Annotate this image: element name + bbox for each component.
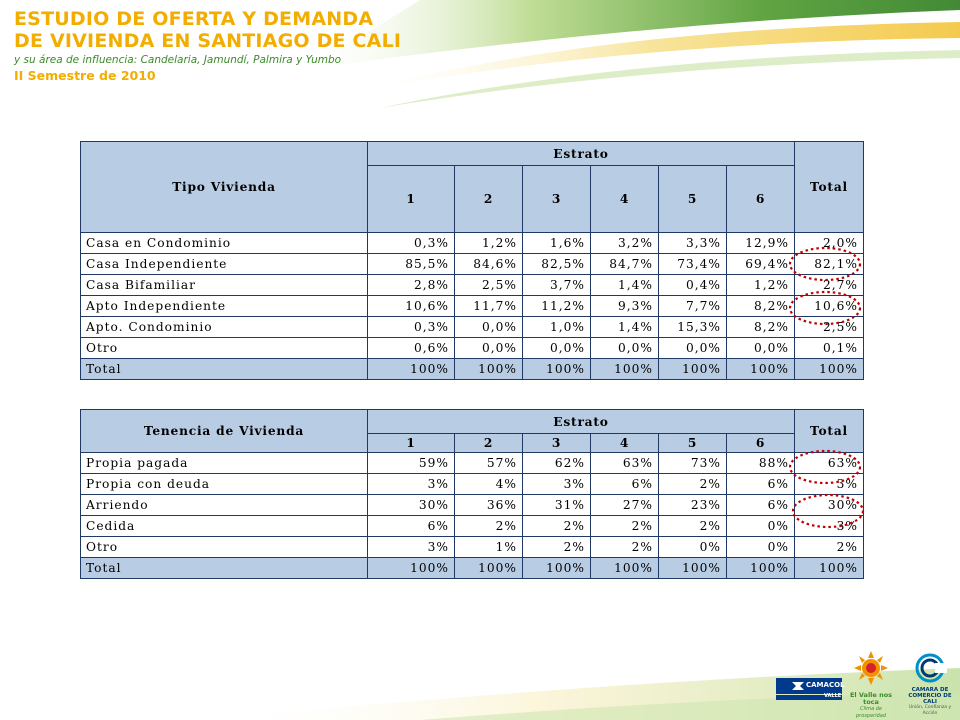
total-cell: 100% bbox=[795, 558, 864, 579]
highlight-circle-propia-pagada bbox=[790, 451, 860, 483]
camacol-sub: VALLE bbox=[824, 693, 842, 699]
cell: 59% bbox=[368, 453, 455, 474]
row-label: Total bbox=[81, 359, 368, 380]
cell: 73% bbox=[659, 453, 727, 474]
group-header-estrato: Estrato bbox=[368, 142, 795, 166]
cell: 11,7% bbox=[455, 296, 523, 317]
cell: 2,5% bbox=[455, 275, 523, 296]
row-label: Otro bbox=[81, 338, 368, 359]
valle-nos-toca-logo bbox=[846, 650, 896, 719]
cell: 0,6% bbox=[368, 338, 455, 359]
cell: 2% bbox=[523, 516, 591, 537]
cell: 6% bbox=[368, 516, 455, 537]
column-header: 2 bbox=[455, 166, 523, 233]
cell: 57% bbox=[455, 453, 523, 474]
column-header: 3 bbox=[523, 434, 591, 453]
cell: 36% bbox=[455, 495, 523, 516]
row-label: Casa en Condominio bbox=[81, 233, 368, 254]
cell: 100% bbox=[591, 359, 659, 380]
total-cell: 63% bbox=[795, 453, 864, 474]
cell: 3% bbox=[523, 474, 591, 495]
cell: 2% bbox=[455, 516, 523, 537]
cell: 3,3% bbox=[659, 233, 727, 254]
cell: 2% bbox=[523, 537, 591, 558]
column-header: 2 bbox=[455, 434, 523, 453]
camacol-text: CAMACOL bbox=[806, 681, 845, 689]
row-label: Propia con deuda bbox=[81, 474, 368, 495]
cell: 6% bbox=[727, 474, 795, 495]
cell: 84,7% bbox=[591, 254, 659, 275]
cell: 1,4% bbox=[591, 317, 659, 338]
cell: 100% bbox=[455, 558, 523, 579]
total-cell: 2,0% bbox=[795, 233, 864, 254]
cell: 63% bbox=[591, 453, 659, 474]
cell: 4% bbox=[455, 474, 523, 495]
cell: 3% bbox=[368, 537, 455, 558]
column-header: 5 bbox=[659, 434, 727, 453]
cell: 1,2% bbox=[455, 233, 523, 254]
row-label: Apto Independiente bbox=[81, 296, 368, 317]
column-header: 4 bbox=[591, 434, 659, 453]
cell: 23% bbox=[659, 495, 727, 516]
cell: 2% bbox=[659, 516, 727, 537]
cell: 0,0% bbox=[455, 338, 523, 359]
highlight-circle-arriendo bbox=[793, 495, 863, 527]
cell: 100% bbox=[523, 359, 591, 380]
highlight-circle-apto-independiente bbox=[790, 292, 860, 324]
cell: 62% bbox=[523, 453, 591, 474]
cell: 100% bbox=[591, 558, 659, 579]
cell: 2% bbox=[659, 474, 727, 495]
cell: 31% bbox=[523, 495, 591, 516]
sun-icon bbox=[851, 650, 891, 688]
cell: 100% bbox=[659, 359, 727, 380]
cell: 1,6% bbox=[523, 233, 591, 254]
cell: 85,5% bbox=[368, 254, 455, 275]
report-title-line2: DE VIVIENDA EN SANTIAGO DE CALI bbox=[14, 30, 402, 52]
cell: 82,5% bbox=[523, 254, 591, 275]
cell: 15,3% bbox=[659, 317, 727, 338]
column-header: 5 bbox=[659, 166, 727, 233]
cell: 0,0% bbox=[455, 317, 523, 338]
cell: 6% bbox=[727, 495, 795, 516]
cell: 1,2% bbox=[727, 275, 795, 296]
total-cell: 2,5% bbox=[795, 317, 864, 338]
cell: 100% bbox=[368, 558, 455, 579]
cell: 0% bbox=[727, 516, 795, 537]
camara-comercio-logo bbox=[905, 653, 955, 715]
cell: 1,4% bbox=[591, 275, 659, 296]
report-title-line1: ESTUDIO DE OFERTA Y DEMANDA bbox=[14, 8, 374, 30]
row-label: Apto. Condominio bbox=[81, 317, 368, 338]
column-header: 4 bbox=[591, 166, 659, 233]
cell: 0,3% bbox=[368, 233, 455, 254]
row-label: Cedida bbox=[81, 516, 368, 537]
cell: 0% bbox=[659, 537, 727, 558]
cell: 1% bbox=[455, 537, 523, 558]
cell: 88% bbox=[727, 453, 795, 474]
column-header: 3 bbox=[523, 166, 591, 233]
row-label: Casa Bifamiliar bbox=[81, 275, 368, 296]
total-cell: 0,1% bbox=[795, 338, 864, 359]
cell: 100% bbox=[368, 359, 455, 380]
cell: 0,0% bbox=[591, 338, 659, 359]
total-cell: 2% bbox=[795, 537, 864, 558]
cell: 0,0% bbox=[727, 338, 795, 359]
cell: 27% bbox=[591, 495, 659, 516]
row-label: Arriendo bbox=[81, 495, 368, 516]
cell: 2% bbox=[591, 537, 659, 558]
column-header: 6 bbox=[727, 166, 795, 233]
cell: 0,0% bbox=[523, 338, 591, 359]
cell: 12,9% bbox=[727, 233, 795, 254]
cell: 2% bbox=[591, 516, 659, 537]
cell: 100% bbox=[727, 359, 795, 380]
row-label: Propia pagada bbox=[81, 453, 368, 474]
row-header: Tenencia de Vivienda bbox=[81, 410, 368, 453]
cell: 9,3% bbox=[591, 296, 659, 317]
column-header: 1 bbox=[368, 434, 455, 453]
valle-logo-text: El Valle nos toca bbox=[849, 691, 893, 706]
cell: 69,4% bbox=[727, 254, 795, 275]
row-label: Casa Independiente bbox=[81, 254, 368, 275]
total-header: Total bbox=[795, 142, 864, 233]
camara-logo-tagline: Unión, Confianza y Acción bbox=[908, 705, 952, 716]
camara-logo-icon bbox=[913, 653, 947, 683]
column-header: 1 bbox=[368, 166, 455, 233]
row-label: Total bbox=[81, 558, 368, 579]
cell: 100% bbox=[727, 558, 795, 579]
cell: 7,7% bbox=[659, 296, 727, 317]
camacol-logo bbox=[776, 678, 845, 700]
cell: 100% bbox=[455, 359, 523, 380]
cell: 100% bbox=[523, 558, 591, 579]
total-cell: 2,7% bbox=[795, 275, 864, 296]
column-header: 6 bbox=[727, 434, 795, 453]
cell: 3% bbox=[368, 474, 455, 495]
row-label: Otro bbox=[81, 537, 368, 558]
highlight-circle-casa-independiente bbox=[790, 248, 860, 280]
cell: 3,7% bbox=[523, 275, 591, 296]
camara-logo-text: CAMARA DE COMERCIO DE CALI bbox=[908, 687, 952, 705]
cell: 6% bbox=[591, 474, 659, 495]
cell: 8,2% bbox=[727, 296, 795, 317]
total-cell: 3% bbox=[795, 474, 864, 495]
cell: 8,2% bbox=[727, 317, 795, 338]
report-semester: II Semestre de 2010 bbox=[14, 68, 156, 83]
cell: 0,3% bbox=[368, 317, 455, 338]
cell: 100% bbox=[659, 558, 727, 579]
total-cell: 30% bbox=[795, 495, 864, 516]
total-cell: 10,6% bbox=[795, 296, 864, 317]
total-cell: 82,1% bbox=[795, 254, 864, 275]
cell: 73,4% bbox=[659, 254, 727, 275]
report-subtitle: y su área de influencia: Candelaria, Jamundí, Palmira y Yumbo bbox=[14, 54, 342, 66]
cell: 84,6% bbox=[455, 254, 523, 275]
cell: 11,2% bbox=[523, 296, 591, 317]
cell: 1,0% bbox=[523, 317, 591, 338]
valle-logo-tagline: Clima de prosperidad bbox=[856, 706, 886, 719]
cell: 0,0% bbox=[659, 338, 727, 359]
total-cell: 3% bbox=[795, 516, 864, 537]
cell: 0% bbox=[727, 537, 795, 558]
cell: 3,2% bbox=[591, 233, 659, 254]
total-cell: 100% bbox=[795, 359, 864, 380]
total-header: Total bbox=[795, 410, 864, 453]
row-header: Tipo Vivienda bbox=[81, 142, 368, 233]
cell: 2,8% bbox=[368, 275, 455, 296]
cell: 10,6% bbox=[368, 296, 455, 317]
cell: 0,4% bbox=[659, 275, 727, 296]
group-header-estrato: Estrato bbox=[368, 410, 795, 434]
cell: 30% bbox=[368, 495, 455, 516]
